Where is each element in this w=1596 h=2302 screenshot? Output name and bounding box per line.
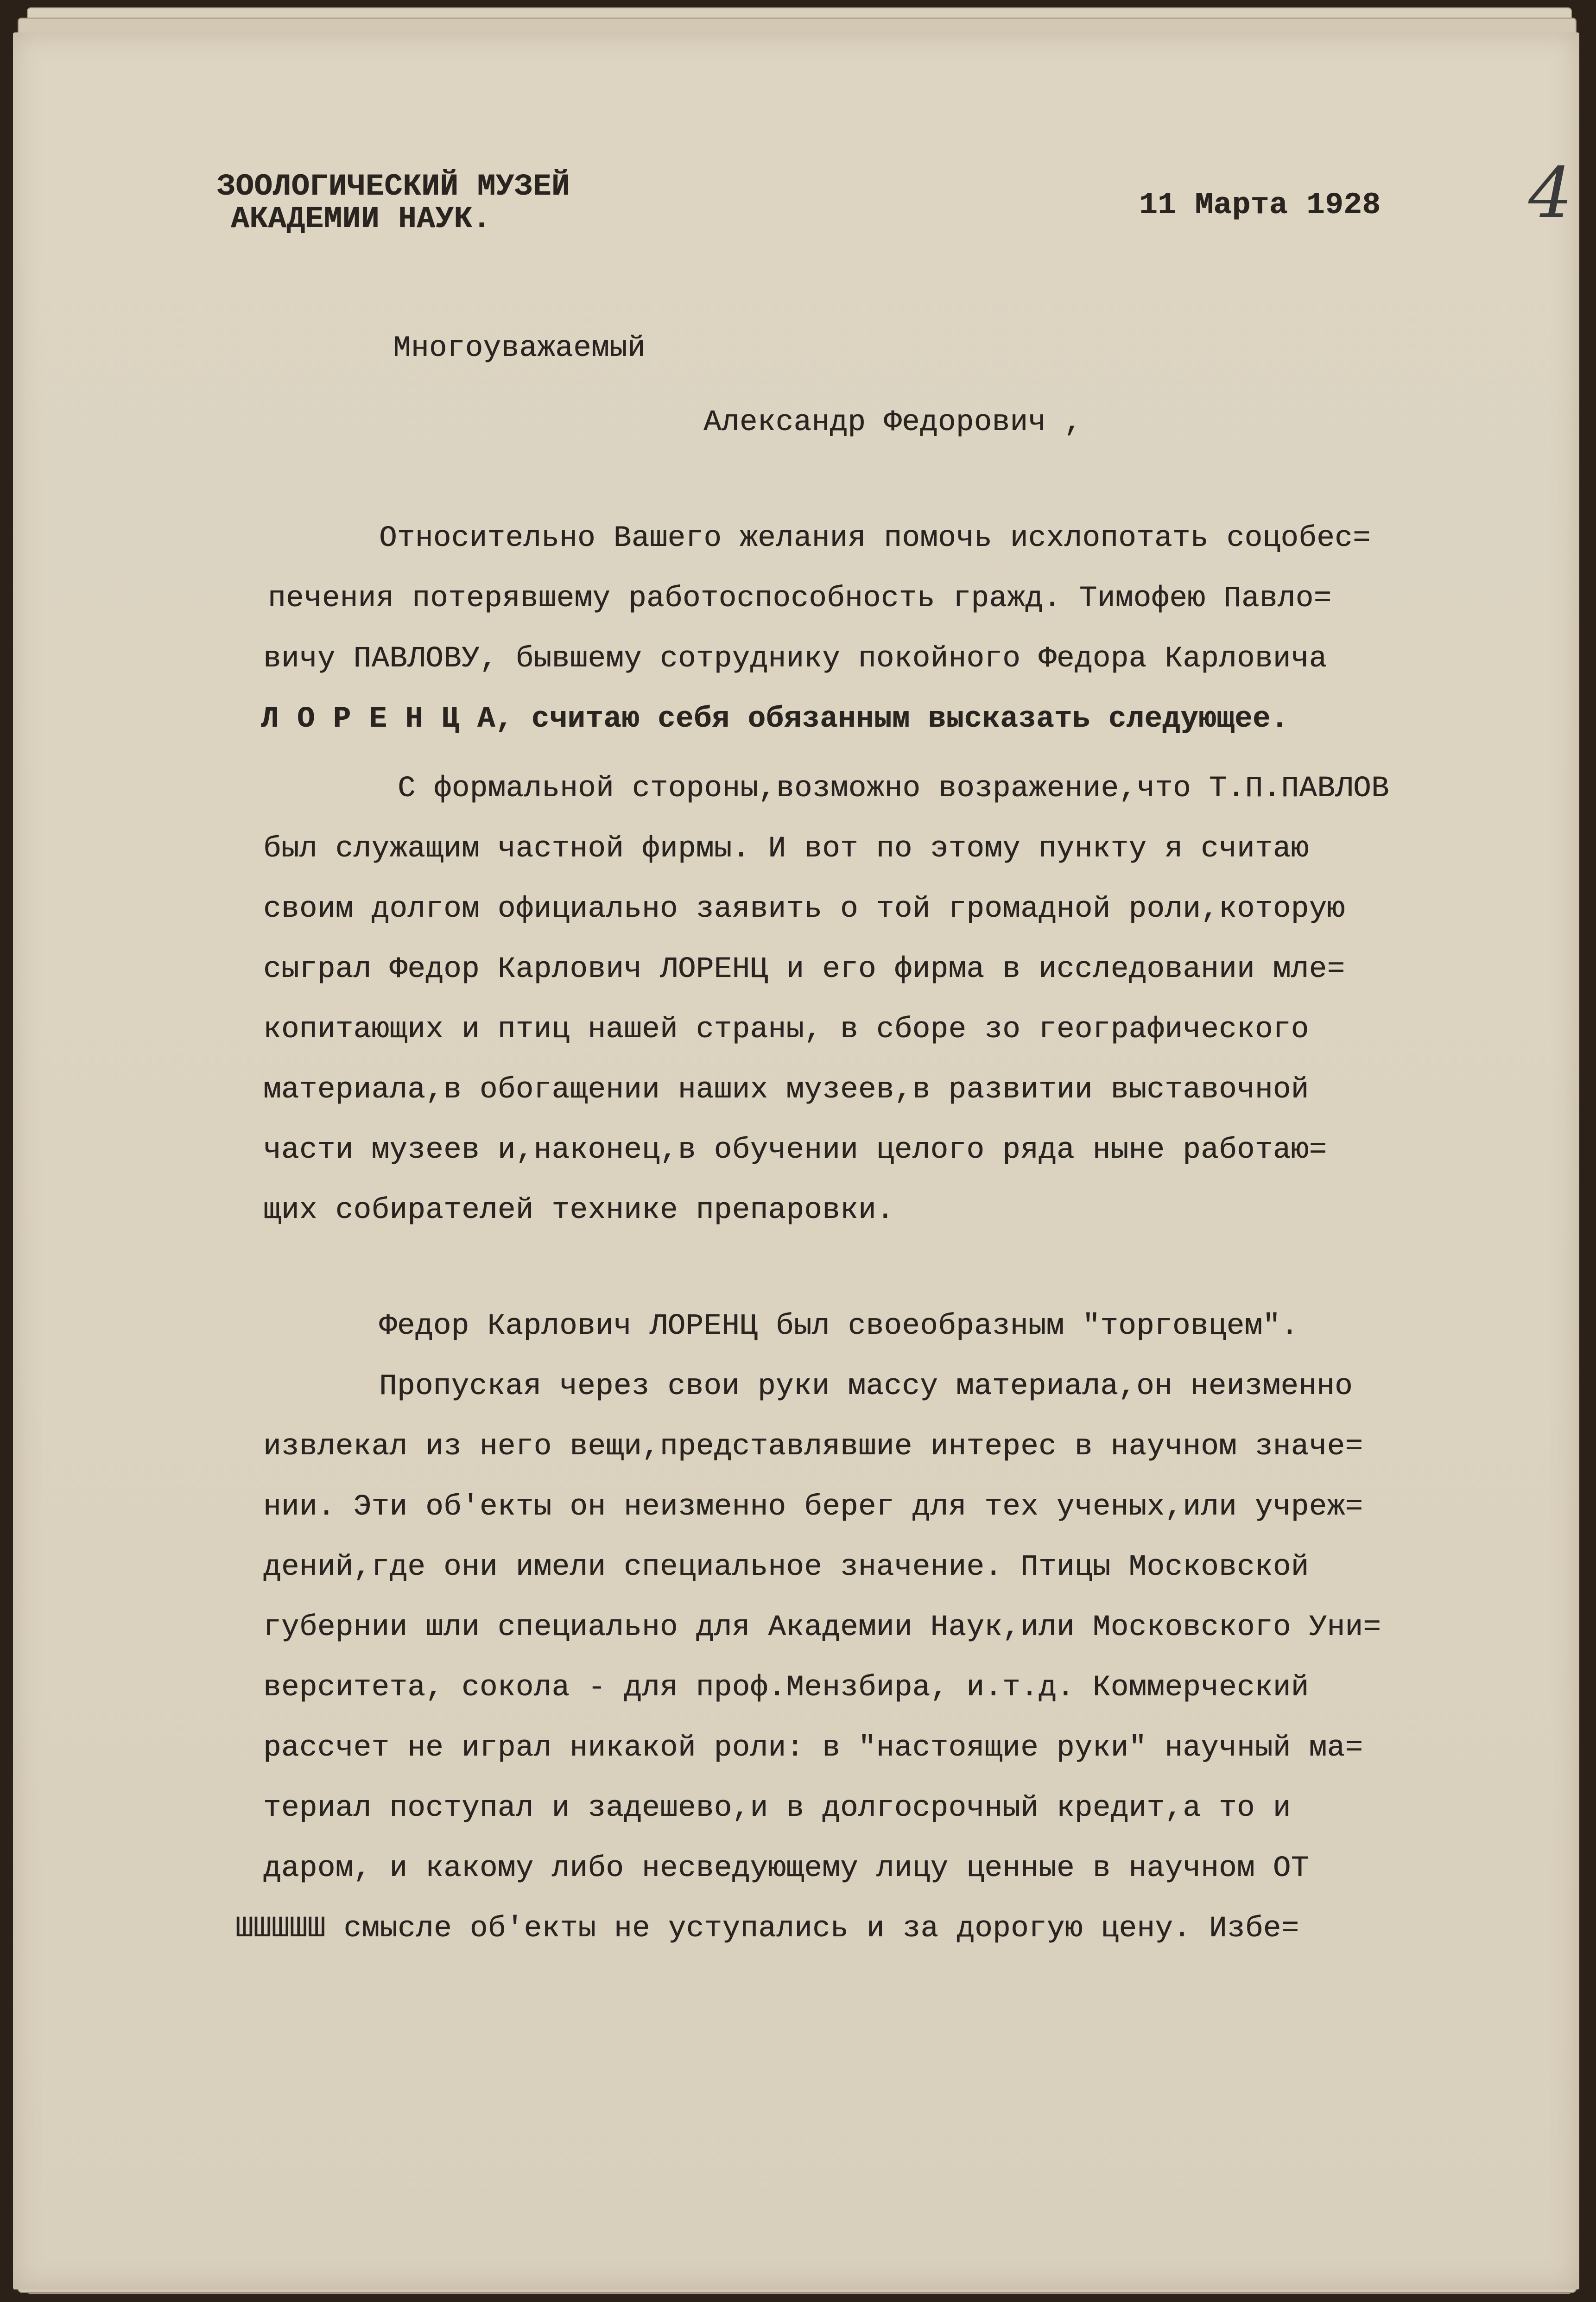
body-line: печения потерявшему работоспособность гражд. Тимофею Павло= — [268, 582, 1332, 615]
body-line: извлекал из него вещи,представлявшие интерес в научном значе= — [263, 1430, 1363, 1464]
institution-line-1: ЗООЛОГИЧЕСКИЙ МУЗЕЙ — [217, 169, 570, 204]
body-line: Л О Р Е Н Ц А, считаю себя обязанным высказать следующее. — [261, 703, 1289, 736]
salutation-line-1: Многоуважаемый — [393, 332, 646, 365]
institution-line-2: АКАДЕМИИ НАУК. — [231, 202, 491, 236]
body-line: материала,в обогащении наших музеев,в развитии выставочной — [263, 1073, 1309, 1107]
body-line: вичу ПАВЛОВУ, бывшему сотруднику покойного Федора Карловича — [263, 642, 1327, 676]
body-line: щих собирателей технике препаровки. — [263, 1194, 894, 1227]
body-line: верситета, сокола - для проф.Мензбира, и.т.д. Коммерческий — [263, 1671, 1309, 1705]
folio-number: 4 — [1528, 153, 1573, 234]
body-line: был служащим частной фирмы. И вот по этому пункту я считаю — [263, 832, 1309, 866]
body-line: даром, и какому либо несведующему лицу ценные в научном ОТ — [263, 1852, 1309, 1885]
salutation-line-2: Александр Федорович , — [703, 406, 1083, 439]
body-line: своим долгом официально заявить о той громадной роли,которую — [263, 893, 1345, 926]
letter-date: 11 Марта 1928 — [1139, 188, 1381, 222]
body-line: части музеев и,наконец,в обучении целого ряда ныне работаю= — [263, 1134, 1327, 1167]
body-line: сыграл Федор Карлович ЛОРЕНЦ и его фирма в исследовании мле= — [263, 953, 1345, 986]
body-line: дений,где они имели специальное значение. Птицы Московской — [263, 1551, 1309, 1584]
body-line: териал поступал и задешево,и в долгосрочный кредит,а то и — [263, 1792, 1291, 1825]
body-line: нии. Эти об'екты он неизменно берег для тех ученых,или учреж= — [263, 1490, 1363, 1524]
body-line: губернии шли специально для Академии Наук,или Московского Уни= — [263, 1611, 1381, 1644]
body-line: рассчет не играл никакой роли: в "настоящие руки" научный ма= — [263, 1731, 1363, 1765]
body-line: С формальной стороны,возможно возражение,что Т.П.ПАВЛОВ — [398, 772, 1389, 805]
body-line: Федор Карлович ЛОРЕНЦ был своеобразным "торговцем". — [379, 1310, 1299, 1343]
letter-page — [13, 32, 1579, 2289]
body-line: Относительно Вашего желания помочь исхлопотать соцобес= — [379, 522, 1371, 555]
body-line: Пропуская через свои руки массу материала,он неизменно — [379, 1370, 1353, 1403]
body-line: копитающих и птиц нашей страны, в сборе зо географического — [263, 1013, 1309, 1046]
body-line: ШШШШШ смысле об'екты не уступались и за дорогую цену. Избе= — [235, 1912, 1299, 1946]
